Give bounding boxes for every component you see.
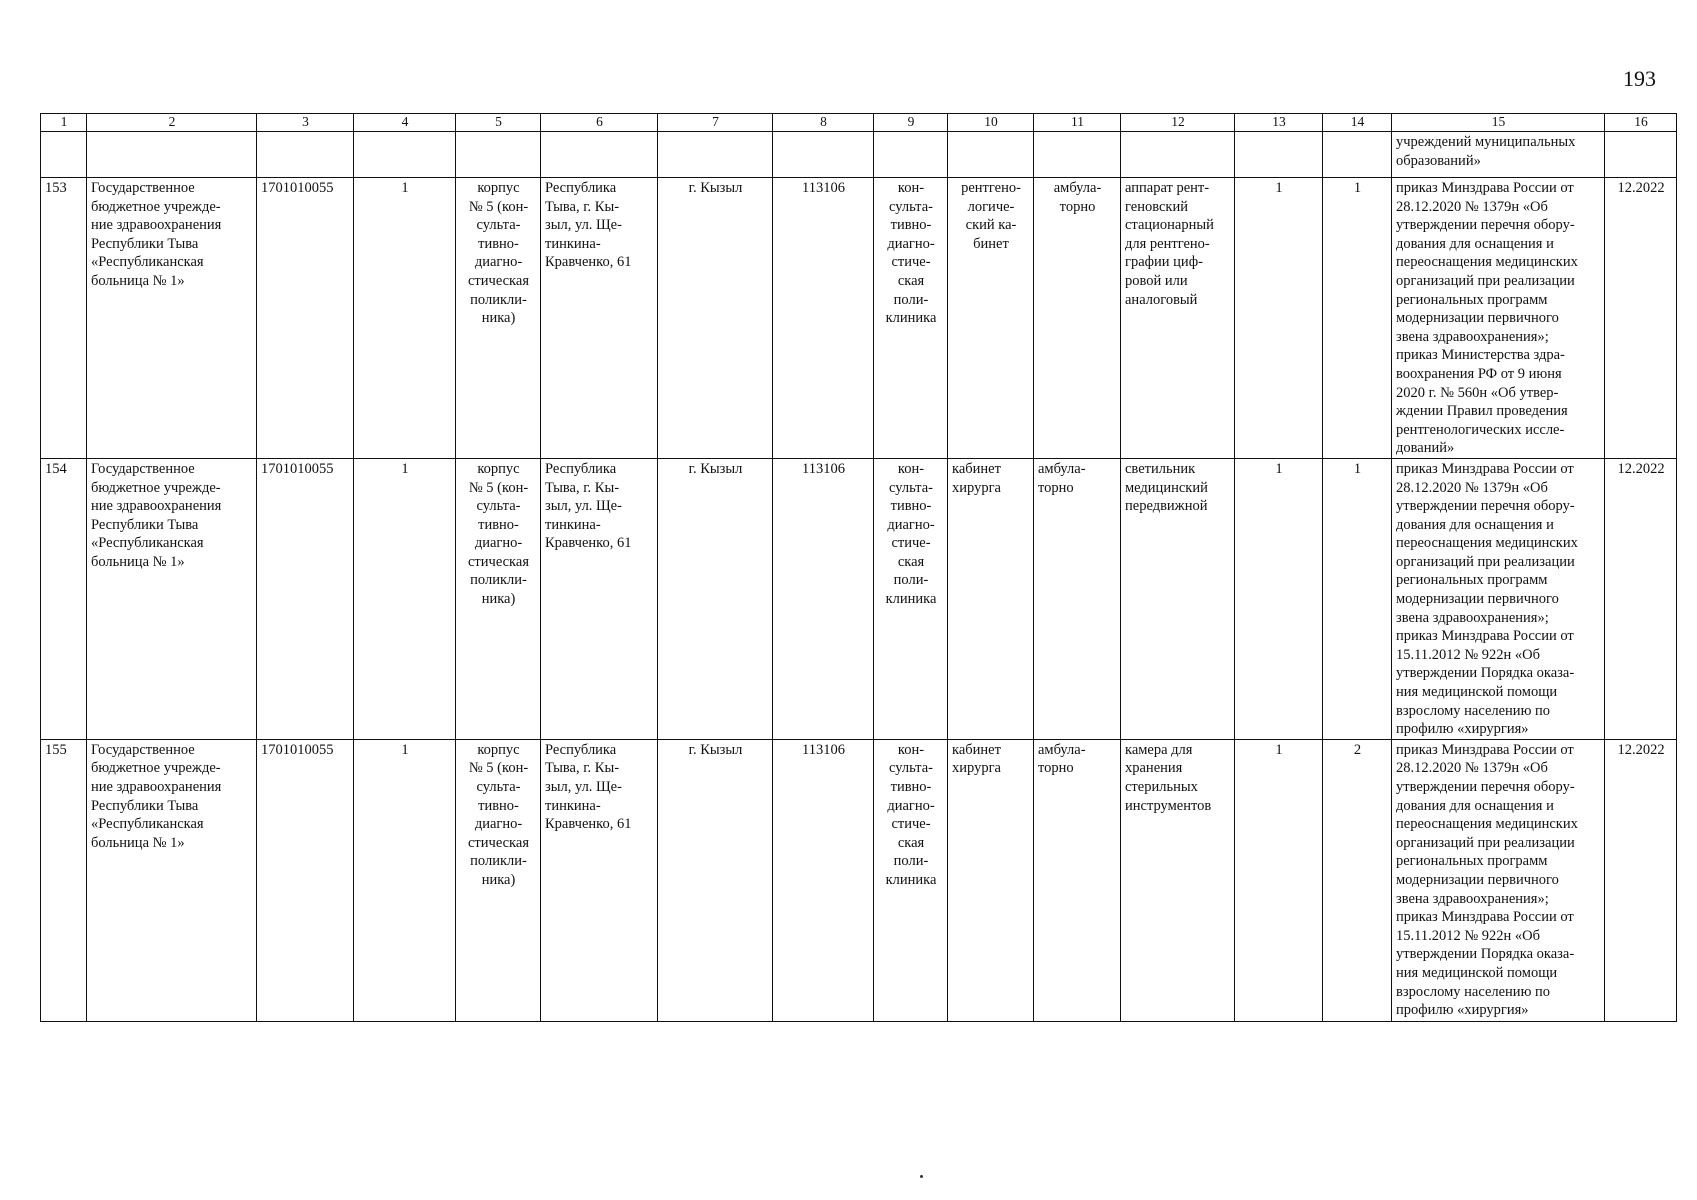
row-number: 155	[41, 739, 87, 1021]
unit-name: кон- сульта- тивно- диагно- стиче- ская поли- клиника	[874, 739, 948, 1021]
organization-code: 1701010055	[257, 458, 354, 739]
column-13-value: 1	[1235, 178, 1323, 459]
continuation-row	[41, 132, 1677, 178]
column-number: 15	[1392, 114, 1605, 132]
building-name: корпус № 5 (кон- сульта- тивно- диагно- стическая поликли- ника)	[456, 739, 541, 1021]
organization-name: Государственное бюджетное учрежде- ние здравоохранения Республики Тыва «Республиканская больница № 1»	[87, 178, 257, 459]
organization-code: 1701010055	[257, 178, 354, 459]
column-number: 13	[1235, 114, 1323, 132]
row-number: 153	[41, 178, 87, 459]
organization-name: Государственное бюджетное учрежде- ние здравоохранения Республики Тыва «Республиканская больница № 1»	[87, 458, 257, 739]
building-name: корпус № 5 (кон- сульта- тивно- диагно- стическая поликли- ника)	[456, 458, 541, 739]
equipment-name: светильник медицинский передвижной	[1121, 458, 1235, 739]
legal-basis: приказ Минздрава России от 28.12.2020 № 1379н «Об утверждении перечня обору- дования для оснащения и переоснащения медицинских организаций при реализации региональных программ модернизации первичного звена здравоохранения»; приказ Министерства здра- воохранения РФ от 9 июня 2020 г. № 560н «Об утвер- ждении Правил проведения рентгенологических иссле- дований»	[1392, 178, 1605, 459]
address: Республика Тыва, г. Кы- зыл, ул. Ще- тинкина- Кравченко, 61	[541, 178, 658, 459]
column-13-value: 1	[1235, 739, 1323, 1021]
care-mode: амбула- торно	[1034, 739, 1121, 1021]
continuation-basis: учреждений муниципальных образований»	[1392, 132, 1605, 178]
unit-name: кон- сульта- тивно- диагно- стиче- ская поли- клиника	[874, 178, 948, 459]
column-number: 4	[354, 114, 456, 132]
equipment-name: камера для хранения стерильных инструментов	[1121, 739, 1235, 1021]
equipment-table	[40, 113, 1677, 1022]
due-date: 12.2022	[1605, 458, 1677, 739]
column-14-value: 1	[1323, 458, 1392, 739]
city: г. Кызыл	[658, 739, 773, 1021]
column-8-code: 113106	[773, 458, 874, 739]
care-mode: амбула- торно	[1034, 458, 1121, 739]
column-4-value: 1	[354, 458, 456, 739]
column-number: 7	[658, 114, 773, 132]
organization-code: 1701010055	[257, 739, 354, 1021]
unit-name: кон- сульта- тивно- диагно- стиче- ская поли- клиника	[874, 458, 948, 739]
table-row	[41, 739, 1677, 1021]
equipment-name: аппарат рент- геновский стационарный для рентгено- графии циф- ровой или аналоговый	[1121, 178, 1235, 459]
due-date: 12.2022	[1605, 178, 1677, 459]
building-name: корпус № 5 (кон- сульта- тивно- диагно- стическая поликли- ника)	[456, 178, 541, 459]
care-mode: амбула- торно	[1034, 178, 1121, 459]
room-name: рентгено- логиче- ский ка- бинет	[948, 178, 1034, 459]
column-14-value: 2	[1323, 739, 1392, 1021]
column-number: 1	[41, 114, 87, 132]
column-number: 11	[1034, 114, 1121, 132]
legal-basis: приказ Минздрава России от 28.12.2020 № 1379н «Об утверждении перечня обору- дования для оснащения и переоснащения медицинских организаций при реализации региональных программ модернизации первичного звена здравоохранения»; приказ Минздрава России от 15.11.2012 № 922н «Об утверждении Порядка оказа- ния медицинской помощи взрослому населению по профилю «хирургия»	[1392, 739, 1605, 1021]
row-number: 154	[41, 458, 87, 739]
organization-name: Государственное бюджетное учрежде- ние здравоохранения Республики Тыва «Республиканская больница № 1»	[87, 739, 257, 1021]
legal-basis: приказ Минздрава России от 28.12.2020 № 1379н «Об утверждении перечня обору- дования для оснащения и переоснащения медицинских организаций при реализации региональных программ модернизации первичного звена здравоохранения»; приказ Минздрава России от 15.11.2012 № 922н «Об утверждении Порядка оказа- ния медицинской помощи взрослому населению по профилю «хирургия»	[1392, 458, 1605, 739]
column-number: 5	[456, 114, 541, 132]
address: Республика Тыва, г. Кы- зыл, ул. Ще- тинкина- Кравченко, 61	[541, 458, 658, 739]
column-number: 14	[1323, 114, 1392, 132]
room-name: кабинет хирурга	[948, 739, 1034, 1021]
page-number: 193	[1623, 66, 1656, 91]
column-number: 6	[541, 114, 658, 132]
city: г. Кызыл	[658, 458, 773, 739]
table-row	[41, 458, 1677, 739]
due-date: 12.2022	[1605, 739, 1677, 1021]
column-4-value: 1	[354, 739, 456, 1021]
column-14-value: 1	[1323, 178, 1392, 459]
column-number-row	[41, 114, 1677, 132]
column-8-code: 113106	[773, 739, 874, 1021]
column-number: 3	[257, 114, 354, 132]
column-number: 8	[773, 114, 874, 132]
column-number: 9	[874, 114, 948, 132]
column-13-value: 1	[1235, 458, 1323, 739]
table-row	[41, 178, 1677, 459]
city: г. Кызыл	[658, 178, 773, 459]
room-name: кабинет хирурга	[948, 458, 1034, 739]
column-number: 12	[1121, 114, 1235, 132]
address: Республика Тыва, г. Кы- зыл, ул. Ще- тинкина- Кравченко, 61	[541, 739, 658, 1021]
scan-speck	[920, 1175, 923, 1178]
column-8-code: 113106	[773, 178, 874, 459]
column-4-value: 1	[354, 178, 456, 459]
column-number: 10	[948, 114, 1034, 132]
column-number: 16	[1605, 114, 1677, 132]
column-number: 2	[87, 114, 257, 132]
